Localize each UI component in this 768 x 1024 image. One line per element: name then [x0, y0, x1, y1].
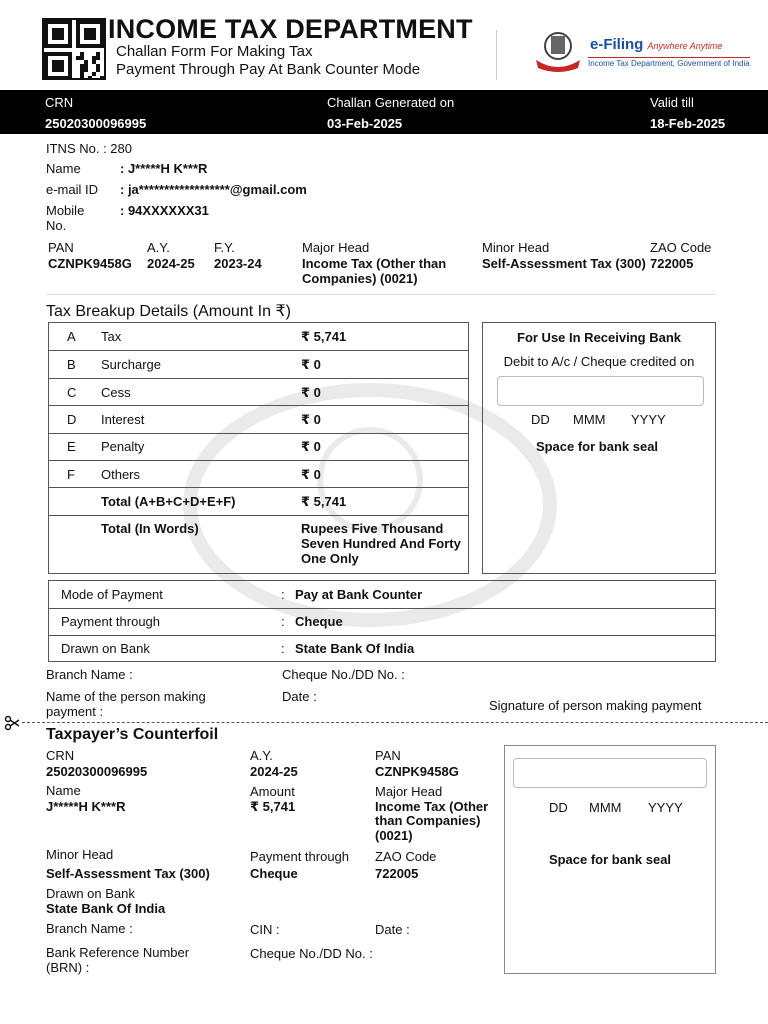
cf-minor-label: Minor Head [46, 847, 114, 862]
national-emblem-icon [532, 30, 584, 72]
person-name-label: Name of the person making [46, 689, 206, 704]
row-code: C [67, 385, 77, 400]
colon: : [281, 641, 285, 656]
total-value: ₹ 5,741 [301, 494, 347, 509]
mobile-label-cont: No. [46, 218, 67, 233]
efiling-subtitle: Income Tax Department, Government of India [588, 59, 750, 68]
efiling-brand: e-Filing [590, 36, 644, 53]
row-code: B [67, 357, 76, 372]
signature-label: Signature of person making payment [489, 698, 702, 713]
cf-zao-label: ZAO Code [375, 849, 437, 864]
cf-crn-value: 25020300096995 [46, 764, 148, 779]
ay-value: 2024-25 [147, 256, 195, 271]
person-name-label-cont: payment : [46, 704, 104, 719]
bank-date-field[interactable] [497, 376, 704, 406]
row-label: Cess [101, 385, 131, 400]
payment-table [48, 580, 716, 662]
row-code: F [67, 467, 75, 482]
minor-head-value: Self-Assessment Tax (300) [482, 256, 646, 271]
cf-mmm-label: MMM [589, 800, 622, 815]
cf-pan-value: CZNPK9458G [375, 764, 459, 779]
table-row [49, 406, 469, 433]
subtitle-line-2: Payment Through Pay At Bank Counter Mode [116, 61, 421, 78]
cf-bank-date-field[interactable] [513, 758, 707, 788]
row-amount: ₹ 0 [301, 467, 321, 482]
name-value: : J*****H K***R [120, 161, 208, 176]
bank-seal-text: Space for bank seal [535, 439, 659, 454]
yyyy-label: YYYY [631, 412, 666, 427]
table-row [49, 379, 469, 406]
cf-pan-label: PAN [375, 748, 401, 763]
row-label: Others [101, 467, 141, 482]
scissors-icon [4, 715, 20, 731]
table-row [49, 433, 469, 460]
cheque-number-label: Cheque No./DD No. : [282, 667, 405, 682]
row-amount: ₹ 0 [301, 385, 321, 400]
cf-branch-label: Branch Name : [46, 921, 133, 936]
cf-name-label: Name [46, 783, 81, 798]
colon: : [281, 614, 285, 629]
itns-number: ITNS No. : 280 [46, 141, 132, 156]
mode-label: Mode of Payment [61, 587, 163, 602]
cf-through-value: Cheque [250, 866, 298, 881]
cut-line [22, 722, 768, 723]
bank-use-box [482, 322, 716, 574]
pan-value: CZNPK9458G [48, 256, 132, 271]
colon: : [281, 587, 285, 602]
debit-text: Debit to A/c / Cheque credited on [503, 354, 695, 369]
mmm-label: MMM [573, 412, 606, 427]
cf-drawn-value: State Bank Of India [46, 901, 166, 916]
row-label: Surcharge [101, 357, 161, 372]
efiling-tagline: Anywhere Anytime [647, 41, 723, 51]
row-label: Tax [101, 329, 122, 344]
total-words-line-3: One Only [301, 551, 359, 566]
cf-minor-value: Self-Assessment Tax (300) [46, 866, 210, 881]
major-head-value: Income Tax (Other than [302, 256, 447, 271]
major-head-value-cont: Companies) (0021) [302, 271, 418, 286]
row-amount: ₹ 0 [301, 439, 321, 454]
mobile-label: Mobile [46, 203, 85, 218]
total-words-line-1: Rupees Five Thousand [301, 521, 444, 536]
row-code: A [67, 329, 76, 344]
through-value: Cheque [295, 614, 343, 629]
name-label: Name [46, 161, 81, 176]
table-row [49, 323, 469, 350]
row-label: Penalty [101, 439, 145, 454]
cf-major-value-1: Income Tax (Other [375, 799, 489, 814]
mode-value: Pay at Bank Counter [295, 587, 423, 602]
cf-major-label: Major Head [375, 784, 443, 799]
cf-drawn-label: Drawn on Bank [46, 886, 135, 901]
cf-zao-value: 722005 [375, 866, 419, 881]
cf-brn-label-cont: (BRN) : [46, 960, 90, 975]
pan-label: PAN [48, 240, 74, 255]
generated-value: 03-Feb-2025 [327, 116, 403, 131]
cf-dd-label: DD [549, 800, 568, 815]
row-label: Interest [101, 412, 145, 427]
total-row [49, 488, 469, 515]
counterfoil-title: Taxpayer’s Counterfoil [46, 726, 219, 743]
date-label: Date : [282, 689, 317, 704]
drawn-label: Drawn on Bank [61, 641, 150, 656]
minor-head-label: Minor Head [482, 240, 550, 255]
cf-ay-label: A.Y. [250, 748, 273, 763]
row-code: E [67, 439, 76, 454]
row-amount: ₹ 5,741 [301, 329, 347, 344]
cf-crn-label: CRN [46, 748, 75, 763]
cf-major-value-3: (0021) [375, 828, 413, 843]
cf-cheque-label: Cheque No./DD No. : [250, 946, 373, 961]
valid-value: 18-Feb-2025 [650, 116, 726, 131]
mobile-value: : 94XXXXXX31 [120, 203, 209, 218]
zao-label: ZAO Code [650, 240, 712, 255]
major-head-label: Major Head [302, 240, 370, 255]
summary-bar [0, 90, 768, 134]
cf-cin-label: CIN : [250, 922, 280, 937]
page-title: INCOME TAX DEPARTMENT [108, 14, 473, 44]
row-code: D [67, 412, 77, 427]
crn-value: 25020300096995 [45, 116, 147, 131]
total-words-row [49, 515, 469, 573]
cf-brn-label: Bank Reference Number [46, 945, 190, 960]
table-row [49, 461, 469, 488]
tax-breakup-title: Tax Breakup Details (Amount In ₹) [46, 303, 291, 320]
valid-label: Valid till [650, 95, 694, 110]
table-row [49, 351, 469, 378]
cf-yyyy-label: YYYY [648, 800, 683, 815]
qr-code-icon [42, 18, 106, 80]
cf-date-label: Date : [375, 922, 410, 937]
row-amount: ₹ 0 [301, 357, 321, 372]
cf-name-value: J*****H K***R [46, 799, 126, 814]
total-label: Total (A+B+C+D+E+F) [101, 494, 236, 509]
dd-label: DD [531, 412, 550, 427]
bank-box-title: For Use In Receiving Bank [517, 330, 681, 345]
ay-label: A.Y. [147, 240, 170, 255]
total-words-line-2: Seven Hundred And Forty [301, 536, 461, 551]
divider [46, 294, 716, 295]
fy-value: 2023-24 [214, 256, 262, 271]
zao-value: 722005 [650, 256, 694, 271]
email-value: : ja******************@gmail.com [120, 182, 307, 197]
cf-amount-label: Amount [250, 784, 295, 799]
row-amount: ₹ 0 [301, 412, 321, 427]
cf-bank-box [504, 745, 716, 974]
email-label: e-mail ID [46, 182, 99, 197]
generated-label: Challan Generated on [327, 95, 455, 110]
cf-amount-value: ₹ 5,741 [250, 799, 296, 814]
cf-through-label: Payment through [250, 849, 350, 864]
drawn-value: State Bank Of India [295, 641, 415, 656]
subtitle-line-1: Challan Form For Making Tax [116, 43, 313, 60]
tax-breakup-table [48, 322, 469, 574]
total-words-label: Total (In Words) [101, 521, 199, 536]
cf-bank-seal-text: Space for bank seal [548, 852, 672, 867]
cf-major-value-2: than Companies) [375, 813, 481, 828]
cf-ay-value: 2024-25 [250, 764, 298, 779]
branch-name-label: Branch Name : [46, 667, 133, 682]
crn-label: CRN [45, 95, 74, 110]
through-label: Payment through [61, 614, 161, 629]
efiling-logo [590, 36, 722, 53]
header-divider [496, 30, 497, 80]
fy-label: F.Y. [214, 240, 235, 255]
